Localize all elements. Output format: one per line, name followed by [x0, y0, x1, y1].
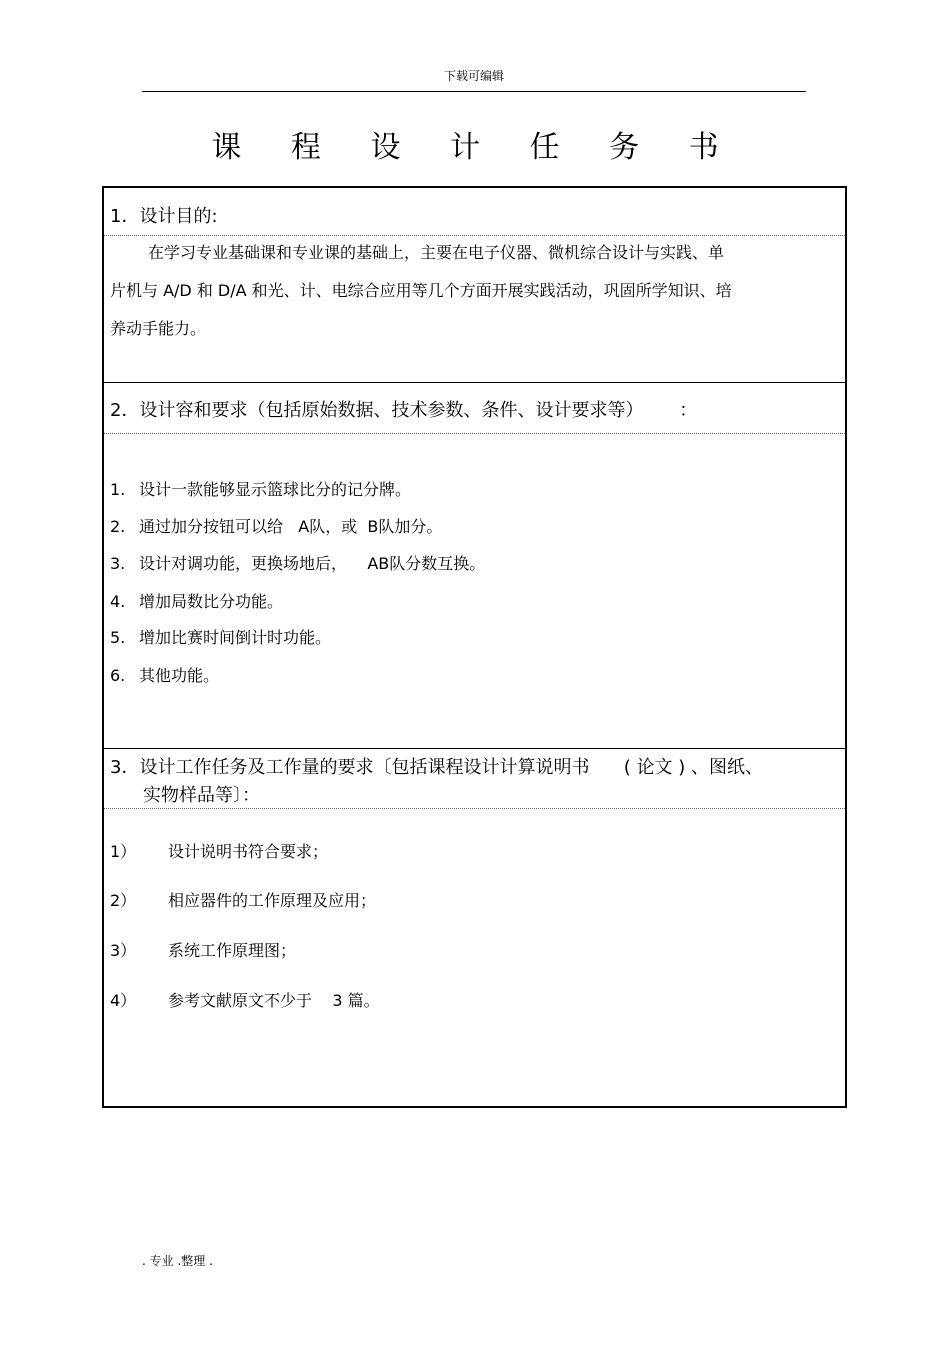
- item-number: 1）: [110, 842, 137, 861]
- item-text: 其他功能。: [139, 666, 220, 685]
- section2-divider: [104, 433, 845, 434]
- section2-item: [110, 665, 219, 687]
- item-text: 通过加分按钮可以给 A队，或 B队加分。: [139, 517, 443, 536]
- section3-item: [110, 940, 296, 962]
- section1-line-1: 在学习专业基础课和专业课的基础上，主要在电子仪器、微机综合设计与实践、单: [148, 243, 725, 262]
- item-number: 3.: [110, 554, 126, 573]
- section3-item: [110, 890, 376, 912]
- item-text: 增加局数比分功能。: [139, 592, 284, 611]
- section2-heading-colon: ：: [679, 400, 698, 421]
- section1-bottom-border: [104, 382, 845, 383]
- item-text: 系统工作原理图；: [168, 941, 297, 960]
- item-number: 6.: [110, 666, 126, 685]
- section1-line-2: 片机与 A/D 和 D/A 和光、计、电综合应用等几个方面开展实践活动，巩固所学知识、培: [110, 281, 732, 300]
- section2-item: [110, 479, 411, 501]
- section2-item: [110, 553, 485, 575]
- section3-item: [110, 841, 328, 863]
- item-text: 参考文献原文不少于 3 篇。: [168, 991, 380, 1010]
- section1-body: [110, 234, 831, 348]
- section1-line-3: 养动手能力。: [110, 319, 207, 338]
- section3-heading-line1: 3．设计工作任务及工作量的要求〔包括课程设计计算说明书 ( 论文 ) 、图纸、: [110, 757, 763, 778]
- item-number: 2.: [110, 517, 126, 536]
- item-number: 2）: [110, 891, 137, 910]
- item-number: 5.: [110, 628, 126, 647]
- item-number: 4）: [110, 991, 137, 1010]
- section3-divider: [104, 808, 845, 809]
- section3-heading: [110, 754, 845, 810]
- item-text: 增加比赛时间倒计时功能。: [139, 628, 332, 647]
- section3-item: [110, 990, 380, 1012]
- section2-heading-text: 2．设计容和要求（包括原始数据、技术参数、条件、设计要求等）: [110, 400, 644, 421]
- item-text: 设计说明书符合要求；: [168, 842, 329, 861]
- page-footer: . 专业 .整理 .: [142, 1254, 213, 1268]
- section2-item: [110, 627, 331, 649]
- item-text: 相应器件的工作原理及应用；: [168, 891, 377, 910]
- section1-heading: 1．设计目的:: [110, 206, 218, 227]
- section2-item: [110, 591, 283, 613]
- section2-heading: [110, 396, 845, 422]
- item-text: 设计对调功能，更换场地后， AB队分数互换。: [139, 554, 486, 573]
- document-title: 课 程 设 计 任 务 书: [211, 130, 739, 165]
- item-number: 3）: [110, 941, 137, 960]
- item-text: 设计一款能够显示篮球比分的记分牌。: [139, 480, 412, 499]
- header-text: 下载可编辑: [443, 69, 504, 83]
- section3-heading-line2: 实物样品等〕：: [143, 785, 260, 806]
- page-header: [142, 67, 806, 92]
- item-number: 4.: [110, 592, 126, 611]
- task-table: [102, 186, 847, 1108]
- section2-bottom-border: [104, 748, 845, 749]
- item-number: 1.: [110, 480, 126, 499]
- section2-item: [110, 516, 442, 538]
